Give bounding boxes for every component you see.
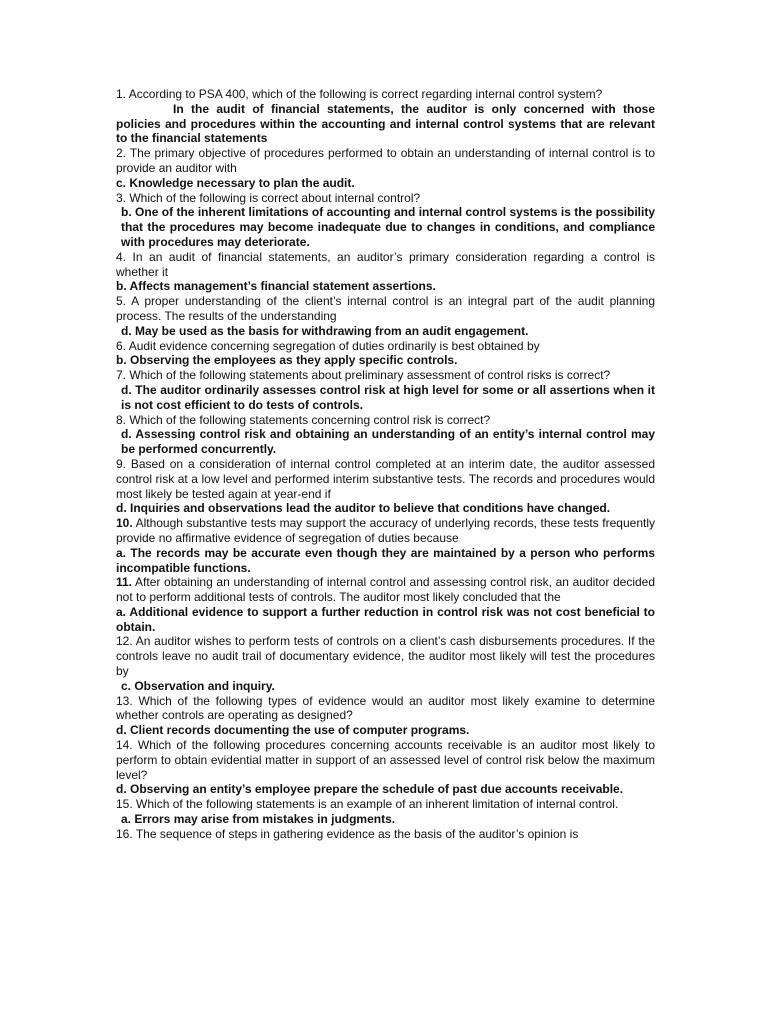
question-number: 11.	[116, 575, 133, 590]
question-text: Which of the following types of evidence would an auditor most likely examine to determine whether controls are operating as designed?	[116, 693, 655, 723]
question-text: Audit evidence concerning segregation of duties ordinarily is best obtained by	[128, 338, 540, 353]
question-2	[116, 146, 655, 176]
question-number: 10.	[116, 516, 133, 531]
question-15	[116, 797, 655, 812]
answer-14: d. Observing an entity’s employee prepare the schedule of past due accounts receivable.	[116, 782, 624, 797]
answer-9: d. Inquiries and observations lead the auditor to believe that conditions have changed.	[116, 501, 611, 516]
answer-4: b. Affects management’s financial statement assertions.	[116, 279, 436, 294]
question-4	[116, 250, 655, 280]
answer-12: c. Observation and inquiry.	[121, 678, 275, 693]
question-text: In an audit of financial statements, an auditor’s primary consideration regarding a control is whether it	[116, 249, 655, 279]
question-number: 3.	[116, 190, 127, 205]
question-text: The primary objective of procedures performed to obtain an understanding of internal control is to provide an auditor with	[116, 146, 655, 175]
question-text: A proper understanding of the client’s internal control is an integral part of the audit planning process. The results of the understanding	[116, 294, 656, 323]
question-number: 16.	[116, 826, 133, 841]
question-number: 7.	[116, 368, 127, 383]
question-6	[116, 339, 655, 354]
answer-10: a. The records may be accurate even though they are maintained by a person who performs incompatible functions.	[116, 545, 655, 575]
question-number: 14.	[116, 738, 133, 753]
answer-7: d. The auditor ordinarily assesses control risk at high level for some or all assertions when it is not cost efficient to do tests of controls.	[121, 382, 655, 412]
question-11	[116, 575, 655, 605]
question-number: 9.	[116, 456, 127, 471]
question-text: The sequence of steps in gathering evidence as the basis of the auditor’s opinion is	[135, 826, 579, 841]
question-number: 2.	[116, 146, 127, 161]
answer-2: c. Knowledge necessary to plan the audit.	[116, 175, 355, 190]
question-number: 4.	[116, 249, 127, 264]
answer-15: a. Errors may arise from mistakes in judgments.	[121, 812, 396, 827]
question-7	[116, 368, 655, 383]
answer-13: d. Client records documenting the use of computer programs.	[116, 723, 470, 738]
question-number: 13.	[116, 693, 133, 708]
question-3	[116, 191, 655, 206]
question-16	[116, 827, 655, 842]
answer-11: a. Additional evidence to support a further reduction in control risk was not cost beneficial to obtain.	[116, 604, 655, 634]
question-text: Which of the following procedures concerning accounts receivable is an auditor most likely to perform to obtain evidential matter in support of an assessed level of control risk below the maximum level?	[116, 738, 655, 782]
question-10	[116, 516, 655, 546]
question-text: Which of the following statements concerning control risk is correct?	[129, 412, 491, 427]
question-5	[116, 294, 655, 324]
question-number: 6.	[116, 338, 127, 353]
question-9	[116, 457, 655, 501]
question-text: An auditor wishes to perform tests of controls on a client’s cash disbursements procedures. If the controls leave no audit trail of documentary evidence, the auditor most likely will test the procedures by	[116, 634, 656, 679]
document-page	[116, 87, 655, 842]
question-13	[116, 694, 655, 724]
question-number: 15.	[116, 797, 133, 812]
answer-6: b. Observing the employees as they apply specific controls.	[116, 353, 458, 368]
question-number: 5.	[116, 294, 127, 309]
answer-5: d. May be used as the basis for withdrawing from an audit engagement.	[121, 323, 529, 338]
question-text: After obtaining an understanding of internal control and assessing control risk, an auditor decided not to perform additional tests of controls. The auditor most likely concluded that the	[116, 575, 656, 605]
question-text: Although substantive tests may support the accuracy of underlying records, these tests frequently provide no affirmative evidence of segregation of duties because	[116, 516, 656, 545]
answer-1: In the audit of financial statements, the auditor is only concerned with those policies and procedures within the accounting and internal control systems that are relevant to the financial statements	[116, 101, 655, 146]
question-14	[116, 738, 655, 782]
question-12	[116, 634, 655, 678]
question-number: 8.	[116, 412, 127, 427]
question-text: Which of the following is correct about internal control?	[129, 190, 421, 205]
question-text: Which of the following statements is an example of an inherent limitation of internal control.	[136, 797, 619, 812]
answer-3: b. One of the inherent limitations of accounting and internal control systems is the possibility that the procedures may become inadequate due to changes in conditions, and compliance with procedures may deteriorate.	[121, 205, 655, 249]
question-text: Which of the following statements about preliminary assessment of control risks is correct?	[129, 368, 611, 383]
answer-8: d. Assessing control risk and obtaining an understanding of an entity’s internal control may be performed concurrently.	[121, 427, 655, 457]
question-1	[116, 87, 655, 102]
question-text: Based on a consideration of internal control completed at an interim date, the auditor assessed control risk at a low level and performed interim substantive tests. The records and procedures would most likely be tested again at year-end if	[116, 456, 656, 501]
question-number: 12.	[116, 634, 133, 649]
question-number: 1.	[116, 87, 127, 101]
question-text: According to PSA 400, which of the following is correct regarding internal control system?	[128, 87, 603, 101]
question-8	[116, 413, 655, 428]
